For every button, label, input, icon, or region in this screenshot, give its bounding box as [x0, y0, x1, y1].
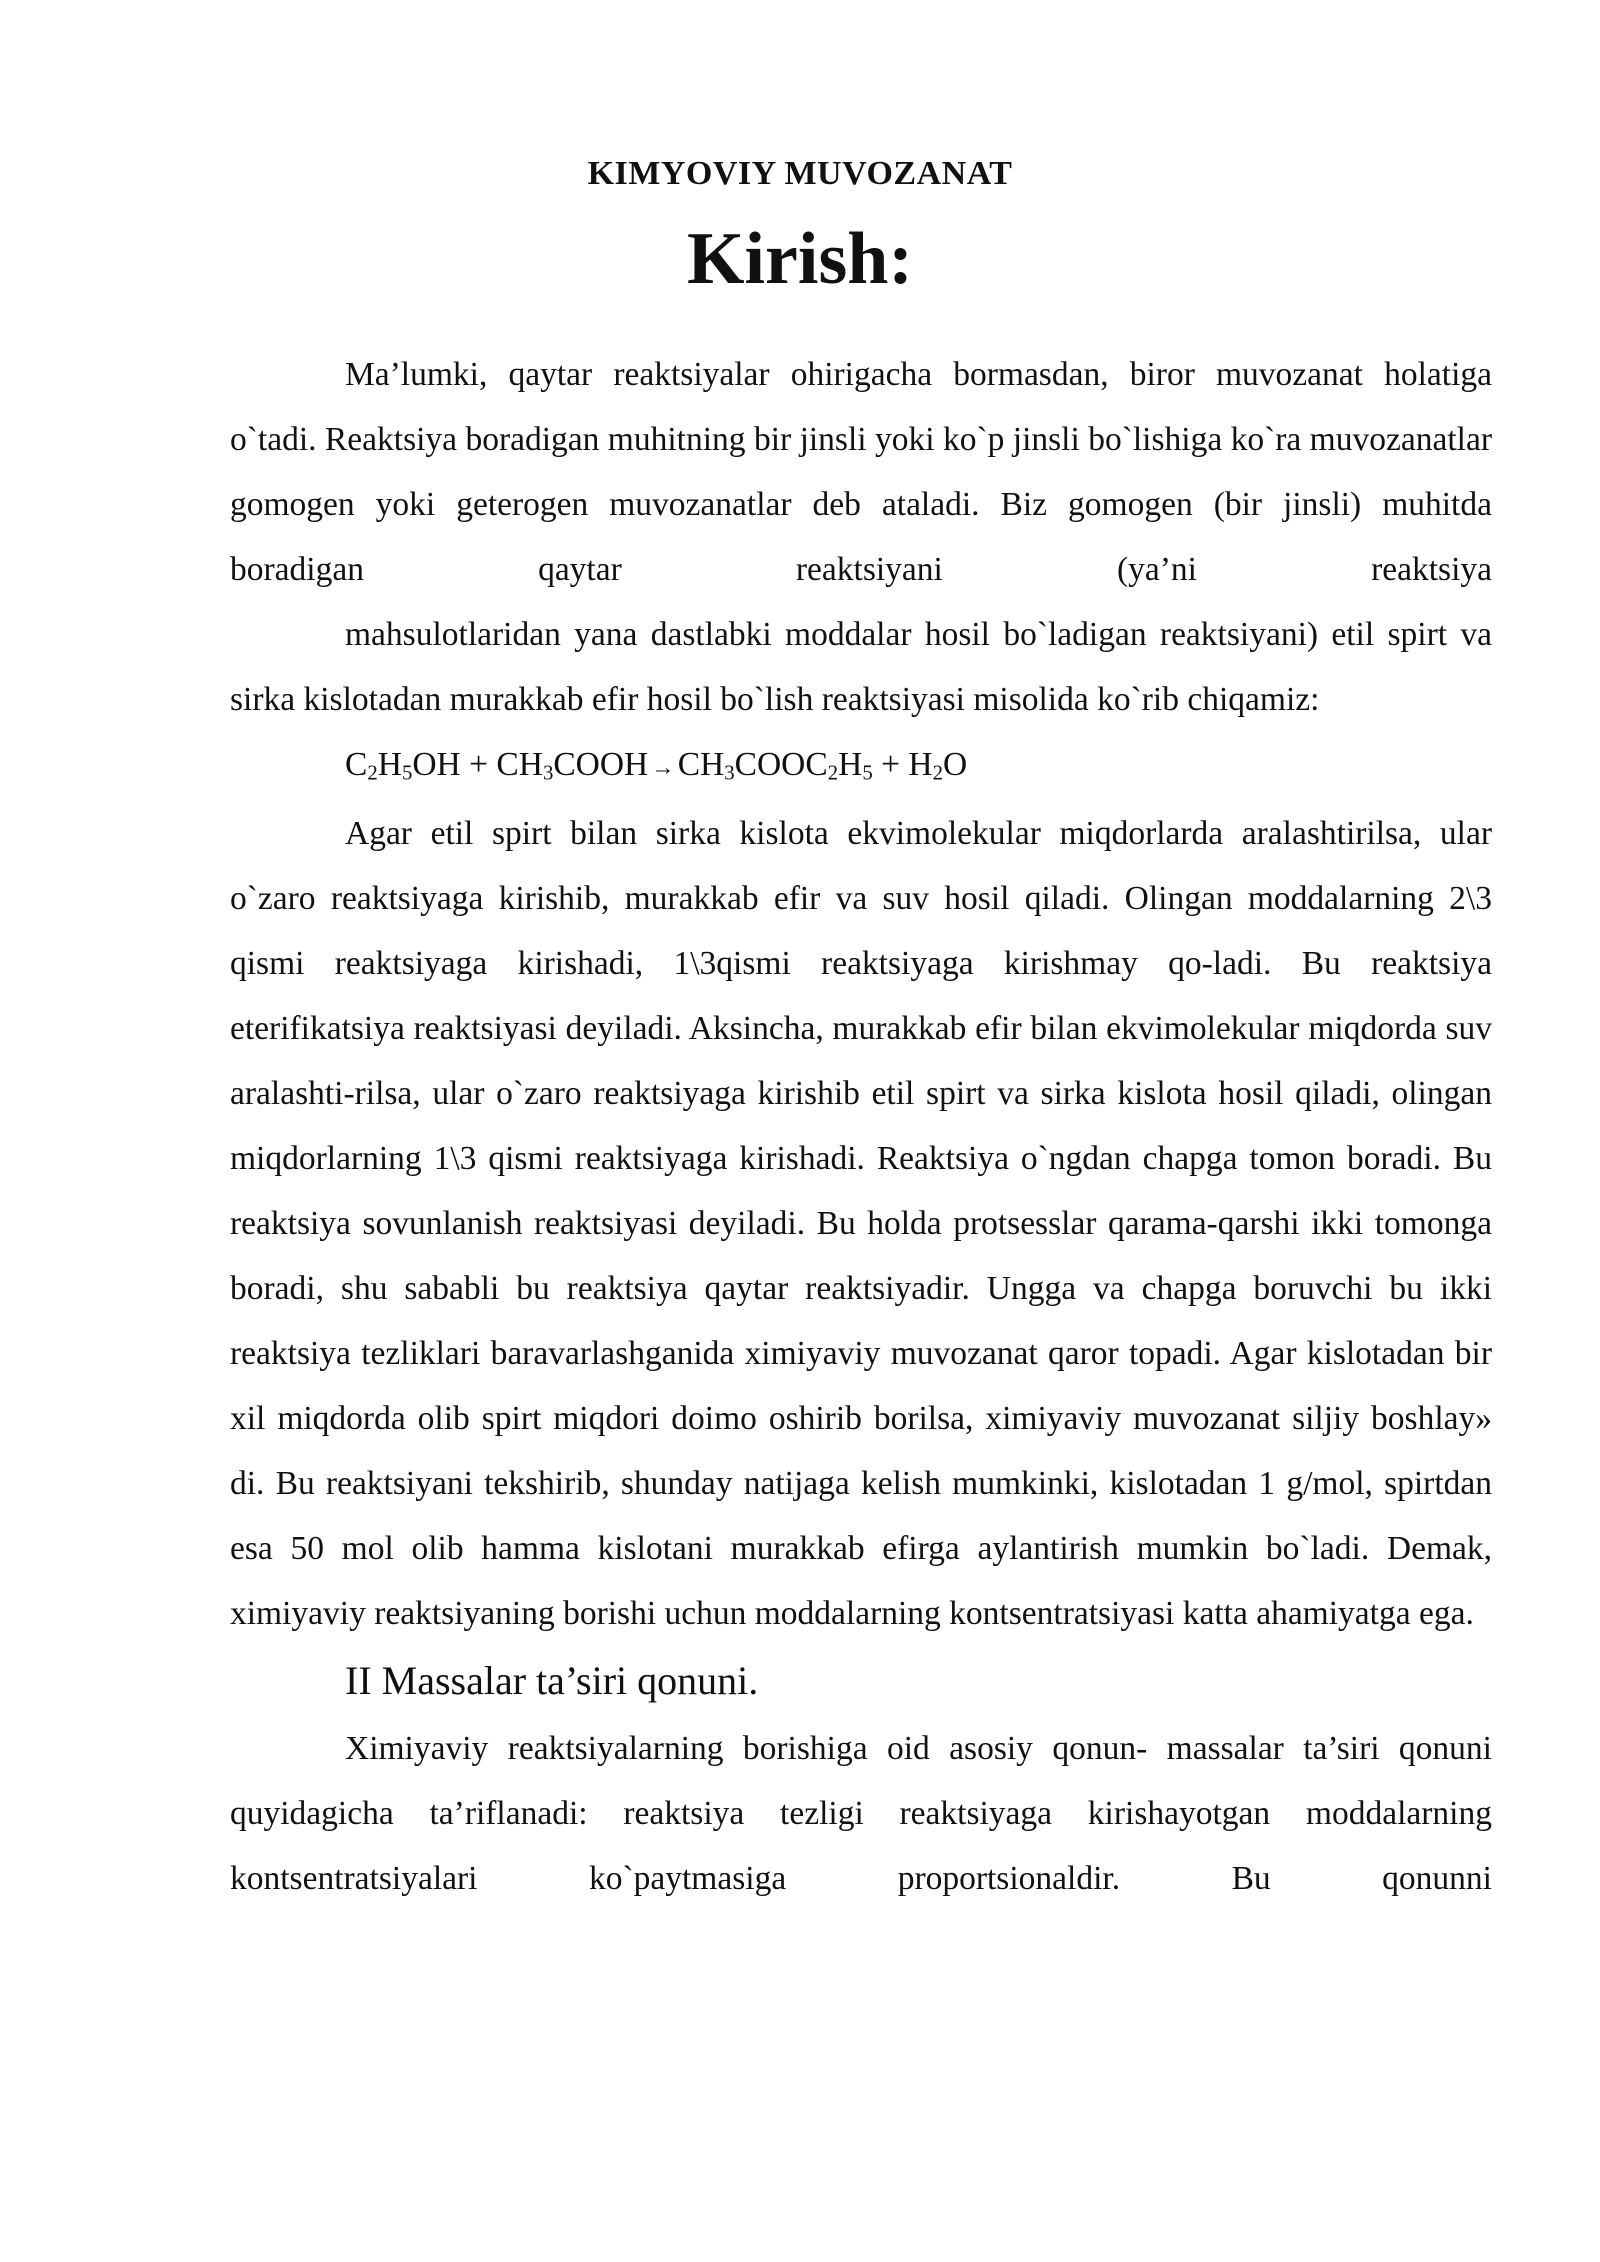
chemical-equation [230, 732, 1492, 801]
section-heading-kirish: Kirish: [686, 218, 914, 300]
plus-sign: + [460, 746, 497, 783]
section-heading-massalar: II Massalar ta’siri qonuni. [345, 1658, 759, 1703]
formula-water: $H_2O$ [908, 746, 968, 785]
plus-sign: + [872, 746, 909, 783]
reaction-arrow: → [651, 755, 675, 781]
formula-ethanol: $C_2H_5OH$ [345, 746, 461, 785]
document-title: KIMYOVIY MUVOZANAT [587, 155, 1013, 192]
paragraph: Ma’lumki, qaytar reaktsiyalar ohirigacha bormasdan, biror muvozanat holatiga o`tadi. Reaktsiya boradigan muhitning bir jinsli yoki ko`p jinsli bo`lishiga ko`ra muvozanatlar gomogen yoki geterogen muvozanatlar deb ataladi. Biz gomogen (bir jinsli) muhitda boradigan qaytar reaktsiyani (ya’ni reaktsiya [230, 356, 1492, 588]
document-body [230, 342, 1492, 1911]
paragraph: Agar etil spirt bilan sirka kislota ekvimolekular miqdorlarda aralashtirilsa, ular o`zaro reaktsiyaga kirishib, murakkab efir va suv hosil qiladi. Olingan moddalarning 2\3 qismi reaktsiyaga kirishadi, 1\3qismi reaktsiyaga kirishmay qo-ladi. Bu reaktsiya eterifikatsiya reaktsiyasi deyiladi. Aksincha, murakkab efir bilan ekvimolekular miqdorda suv aralashti-rilsa, ular o`zaro reaktsiyaga kirishib etil spirt va sirka kislota hosil qiladi, olingan miqdorlarning 1\3 qismi reaktsiyaga kirishadi. Reaktsiya o`ngdan chapga tomon boradi. Bu reaktsiya sovunlanish reaktsiyasi deyiladi. Bu holda protsesslar qarama-qarshi ikki tomonga boradi, shu sababli bu reaktsiya qaytar reaktsiyadir. Ungga va chapga boruvchi bu ikki reaktsiya tezliklari baravarlashganida ximiyaviy muvozanat qaror topadi. Agar kislotadan bir xil miqdorda olib spirt miqdori doimo oshirib borilsa, ximiyaviy muvozanat siljiy boshlay» di. Bu reaktsiyani tekshirib, shunday natijaga kelish mumkinki, kislotadan 1 g/mol, spirtdan esa 50 mol olib hamma kislotani murakkab efirga aylantirish mumkin bo`ladi. Demak, ximiyaviy reaktsiyaning borishi uchun moddalarning kontsentratsiyasi katta ahamiyatga ega. [230, 815, 1492, 1632]
paragraph: mahsulotlaridan yana dastlabki moddalar hosil bo`ladigan reaktsiyani) etil spirt va sirka kislotadan murakkab efir hosil bo`lish reaktsiyasi misolida ko`rib chiqamiz: [230, 616, 1492, 718]
formula-acetic-acid: $CH_3COOH$ [496, 746, 649, 785]
paragraph: Ximiyaviy reaktsiyalarning borishiga oid asosiy qonun- massalar ta’siri qonuni quyidagicha ta’riflanadi: reaktsiya tezligi reaktsiyaga kirishayotgan moddalarning kontsentratsiyalari ko`paytmasiga proportsionaldir. Bu qonunni [230, 1730, 1492, 1897]
formula-ethyl-acetate: $CH_3COOC_2H_5$ [677, 746, 873, 785]
